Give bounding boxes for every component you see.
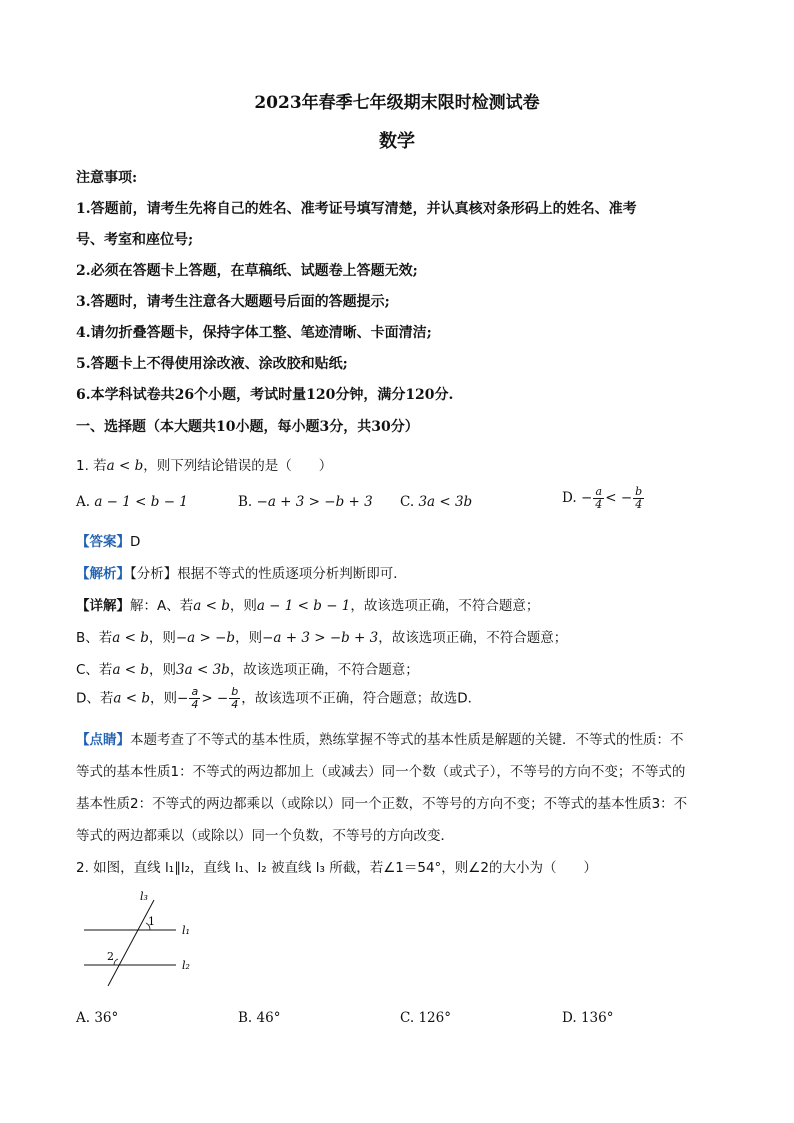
fraction: $\frac{b}{4}$ (635, 485, 643, 511)
q1-comment: 【点睛】本题考查了不等式的基本性质，熟练掌握不等式的基本性质是解题的关键．不等式的性质：不 (76, 732, 684, 748)
q1-answer: 【答案】D (76, 534, 141, 550)
note-item: 4.请勿折叠答题卡，保持字体工整、笔迹清晰、卡面清洁; (76, 325, 432, 341)
q2-option-b: B. 46° (238, 1010, 281, 1026)
q1-option-a: A. a − 1 < b − 1 (76, 494, 188, 510)
q2-figure (76, 888, 216, 988)
note-item: 2.必须在答题卡上答题，在草稿纸、试题卷上答题无效; (76, 263, 418, 279)
exam-subject: 数学 (379, 131, 415, 152)
q2-option-a: A. 36° (76, 1010, 119, 1026)
label-l3: l₃ (140, 890, 148, 903)
q1-comment-line: 等式的基本性质1：不等式的两边都加上（或减去）同一个数（或式子），不等号的方向不变；不等式的 (76, 764, 686, 780)
fraction: $\frac{a}{4}$ (595, 485, 603, 511)
note-item: 1.答题前，请考生先将自己的姓名、准考证号填写清楚，并认真核对条形码上的姓名、准考 (76, 201, 637, 217)
label-l2: l₂ (182, 959, 190, 972)
note-item: 号、考室和座位号; (76, 232, 194, 248)
fraction: $\frac{b}{4}$ (231, 685, 239, 711)
note-item: 6.本学科试卷共26个小题，考试时量120分钟，满分120分. (76, 387, 454, 403)
q1-analysis: 【解析】【分析】根据不等式的性质逐项分析判断即可． (76, 566, 407, 582)
label-l1: l₁ (182, 924, 190, 937)
q1-detail-b: B、若a < b，则−a > −b，则−a + 3 > −b + 3，故该选项正确，不符合题意； (76, 630, 568, 646)
label-angle-2: 2 (107, 950, 114, 963)
q1-comment-line: 基本性质2：不等式的两边都乘以（或除以）同一个正数，不等号的方向不变；不等式的基本性质3：不 (76, 796, 688, 812)
q1-detail-d: D、若a < b，则− $\frac{a}{4}$ > − $\frac{b}{4}$ ，故该选项不正确，符合题意；故选D． (76, 685, 482, 711)
q1-comment-line: 等式的两边都乘以（或除以）同一个负数，不等号的方向改变． (76, 828, 454, 844)
exam-title: 2023年春季七年级期末限时检测试卷 (254, 93, 540, 113)
section-heading: 一、选择题（本大题共10小题，每小题3分，共30分） (76, 419, 419, 435)
q1-detail-c: C、若a < b，则3a < 3b，故该选项正确，不符合题意； (76, 662, 419, 678)
note-item: 3.答题时，请考生注意各大题题号后面的答题提示; (76, 294, 390, 310)
notes-heading: 注意事项: (76, 170, 138, 186)
q2-stem: 2. 如图，直线 l₁∥l₂，直线 l₁、l₂ 被直线 l₃ 所截，若∠1＝54°，则∠2的大小为（ ） (76, 860, 598, 876)
q1-option-c: C. 3a < 3b (400, 494, 473, 510)
q2-option-d: D. 136° (562, 1010, 614, 1026)
note-item: 5.答题卡上不得使用涂改液、涂改胶和贴纸; (76, 356, 348, 372)
q1-detail-a: 【详解】解：A、若a < b，则a − 1 < b − 1，故该选项正确，不符合题意； (76, 598, 540, 614)
fraction: $\frac{a}{4}$ (191, 685, 199, 711)
q1-option-b: B. −a + 3 > −b + 3 (238, 494, 373, 510)
q2-option-c: C. 126° (400, 1010, 451, 1026)
line-l3 (108, 900, 154, 986)
angle-2-arc (114, 959, 118, 965)
label-angle-1: 1 (148, 915, 155, 928)
q1-stem: 1. 若a < b，则下列结论错误的是（ ） (76, 458, 333, 474)
q1-option-d: D. − $\frac{a}{4}$ < − $\frac{b}{4}$ (562, 485, 643, 511)
